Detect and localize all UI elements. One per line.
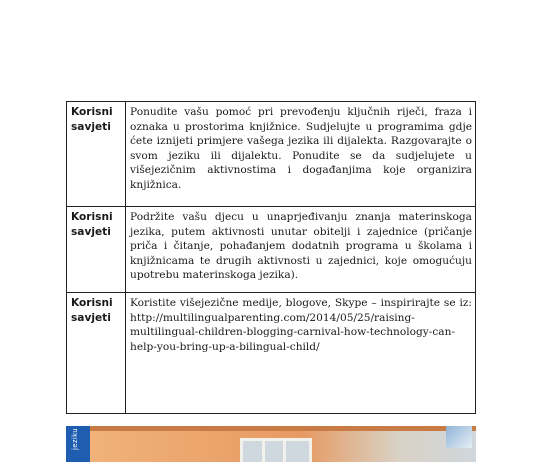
table-row xyxy=(67,293,476,414)
row-label: Korisni savjeti xyxy=(67,293,126,414)
row-text: Ponudite vašu pomoć pri prevođenju ključnih riječi, fraza i oznaka u prostorima knjižnice. Sudjelujte u programima gdje ćete iznijeti primjere vašega jezika ili dijalekta. Razgovarajte o svom jeziku ili dijalektu. Ponudite se da sudjelujete u višejezičnim aktivnostima i događanjima koje organizira knjižnica. xyxy=(126,102,476,207)
window-mullion xyxy=(283,441,286,462)
photo-window xyxy=(240,438,312,462)
table-row xyxy=(67,102,476,207)
photo-wall xyxy=(90,426,476,462)
row-text: Podržite vašu djecu u unaprjeđivanju znanja materinskoga jezika, putem aktivnosti unutar obitelji i zajednice (pričanje priča i čitanje, pohađanjem dodatnih programa u školama i knjižnicama te drugih aktivnosti u zajednici, koje omogućuju upotrebu materinskoga jezika). xyxy=(126,207,476,293)
classroom-photo xyxy=(66,426,476,462)
row-text: Koristite višejezične medije, blogove, Skype – inspirirajte se iz: http://multilingualparenting.com/2014/05/25/raising-multilingual-children-blogging-carnival-how-technology-can-help-you-bring-up-a-bilingual-child/ xyxy=(126,293,476,414)
side-tab xyxy=(66,426,90,462)
row-label: Korisni savjeti xyxy=(67,102,126,207)
photo-corner xyxy=(446,426,472,448)
window-mullion xyxy=(262,441,265,462)
table-row xyxy=(67,207,476,293)
photo-shade xyxy=(90,426,476,431)
row-label: Korisni savjeti xyxy=(67,207,126,293)
side-tab-text: jeziku xyxy=(71,428,79,450)
tips-table xyxy=(66,101,476,414)
